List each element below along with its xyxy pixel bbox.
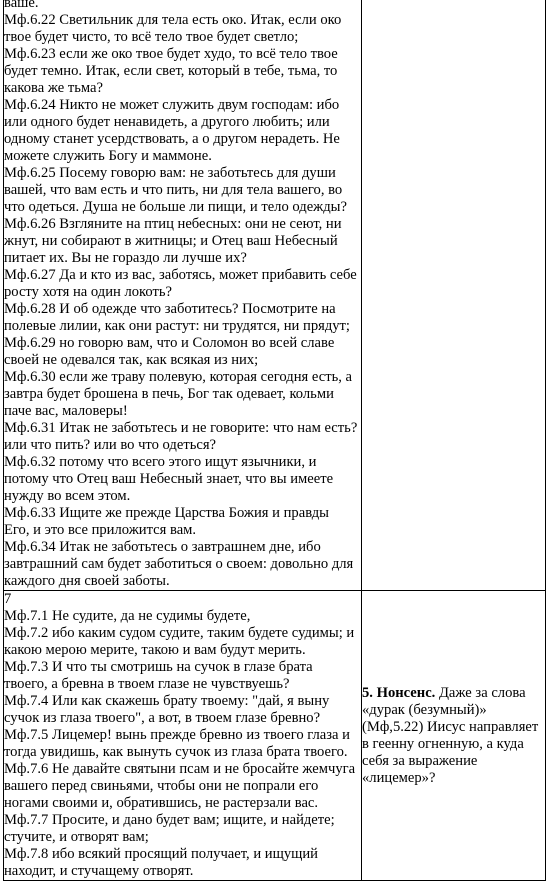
- notes-cell: [362, 591, 546, 881]
- text-line-23: Мф.6.30 если же траву полевую, которая сегодня есть, а: [4, 369, 352, 385]
- text-line-14: стучите, и отворят вам;: [4, 829, 149, 845]
- note-line-1: «дурак (безумный)»: [362, 701, 487, 718]
- note-text: [362, 685, 545, 702]
- text-line-7: сучок из глаза твоего", а вот, в твоем глазе бревно?: [4, 710, 321, 726]
- text-line-25: паче вас, маловеры!: [4, 403, 128, 419]
- text-line-10: Мф.7.6 Не давайте святыни псам и не бросайте жемчуга: [4, 761, 356, 777]
- text-line-9: тогда увидишь, как вынуть сучок из глаза брата твоего.: [4, 744, 348, 760]
- commentary-table: [3, 0, 546, 881]
- text-line-6: Мф.7.4 Или как скажешь брату твоему: "дай, я выну: [4, 693, 330, 709]
- text-line-8: или одного будет ненавидеть, а другого любить; или: [4, 114, 330, 130]
- text-line-6: какова же тьма?: [4, 80, 103, 96]
- text-line-33: Мф.6.34 Итак не заботьтесь о завтрашнем дне, ибо: [4, 539, 321, 555]
- text-line-15: Мф.7.8 ибо всякий просящий получает, и ищущий: [4, 846, 318, 862]
- text-line-20: полевые лилии, как они растут: ни трудятся, ни прядут;: [4, 318, 350, 334]
- text-line-16: питает их. Вы не гораздо ли лучше их?: [4, 250, 247, 266]
- note-heading: 5. Нонсенс.: [362, 684, 436, 701]
- note-body: [362, 702, 545, 787]
- note-line-5: «лицемер»?: [362, 769, 436, 786]
- text-line-3: какою мерою мерите, такою и вам будут мерить.: [4, 642, 306, 658]
- text-line-2: Мф.7.2 ибо каким судом судите, таким будете судимы; и: [4, 625, 355, 641]
- text-line-1: ваше.: [4, 0, 39, 11]
- table-row: [4, 591, 546, 881]
- text-line-2: Мф.6.22 Светильник для тела есть око. Итак, если око: [4, 12, 342, 28]
- note-line-3: в геенну огненную, а куда: [362, 735, 524, 752]
- text-line-34: завтрашний сам будет заботиться о своем: довольно для: [4, 556, 354, 572]
- text-line-12: вашей, что вам есть и что пить, ни для тела вашего, во: [4, 182, 343, 198]
- text-line-29: потому что Отец ваш Небесный знает, что вы имеете: [4, 471, 334, 487]
- text-line-13: что одеться. Душа не больше ли пищи, и тело одежды?: [4, 199, 347, 215]
- text-line-22: своей не одевался так, как всякая из них;: [4, 352, 259, 368]
- text-line-16: находит, и стучащему отворят.: [4, 863, 194, 879]
- text-line-10: можете служить Богу и маммоне.: [4, 148, 212, 164]
- scripture-cell-chapter-7: [4, 591, 362, 881]
- text-line-24: завтра будет брошена в печь, Бог так одевает, кольми: [4, 386, 334, 402]
- text-line-19: Мф.6.28 И об одежде что заботитесь? Посмотрите на: [4, 301, 336, 317]
- text-line-7: Мф.6.24 Никто не может служить двум господам: ибо: [4, 97, 340, 113]
- text-line-35: каждого дня своей заботы.: [4, 573, 170, 589]
- text-line-27: или что пить? или во что одеться?: [4, 437, 217, 453]
- chapter-7-verses: [4, 608, 361, 880]
- text-line-1: Мф.7.1 Не судите, да не судимы будете,: [4, 608, 251, 624]
- text-line-18: росту хотя на один локоть?: [4, 284, 173, 300]
- text-line-31: Мф.6.33 Ищите же прежде Царства Божия и правды: [4, 505, 329, 521]
- text-line-17: Мф.6.27 Да и кто из вас, заботясь, может прибавить себе: [4, 267, 357, 283]
- note-line-2: (Мф,5.22) Иисус направляет: [362, 718, 539, 735]
- text-line-11: вашего перед свиньями, чтобы они не попрали его: [4, 778, 319, 794]
- notes-cell-empty: [362, 0, 546, 591]
- note-line-1: Даже за слова: [435, 684, 526, 701]
- text-line-5: будет темно. Итак, если свет, который в тебе, тьма, то: [4, 63, 338, 79]
- chapter-number: 7: [4, 591, 12, 607]
- table-row: [4, 0, 546, 591]
- text-line-4: Мф.7.3 И что ты смотришь на сучок в глазе брата: [4, 659, 313, 675]
- text-line-32: Его, и это все приложится вам.: [4, 522, 197, 538]
- text-line-26: Мф.6.31 Итак не заботьтесь и не говорите: что нам есть?: [4, 420, 358, 436]
- text-line-12: ногами своими и, обратившись, не растерзали вас.: [4, 795, 319, 811]
- scripture-cell-chapter-6: [4, 0, 362, 591]
- note-line-4: себя за выражение: [362, 752, 478, 769]
- text-line-21: Мф.6.29 но говорю вам, что и Соломон во всей славе: [4, 335, 335, 351]
- text-line-9: одному станет усердствовать, а о другом нерадеть. Не: [4, 131, 340, 147]
- text-line-11: Мф.6.25 Посему говорю вам: не заботьтесь для души: [4, 165, 336, 181]
- text-line-8: Мф.7.5 Лицемер! вынь прежде бревно из твоего глаза и: [4, 727, 350, 743]
- text-line-13: Мф.7.7 Просите, и дано будет вам; ищите, и найдете;: [4, 812, 335, 828]
- text-line-14: Мф.6.26 Взгляните на птиц небесных: они не сеют, ни: [4, 216, 342, 232]
- text-line-3: твое будет чисто, то всё тело твое будет светло;: [4, 29, 299, 45]
- text-line-30: нужду во всем этом.: [4, 488, 131, 504]
- text-line-5: твоего, а бревна в твоем глазе не чувствуешь?: [4, 676, 290, 692]
- text-line-15: жнут, ни собирают в житницы; и Отец ваш Небесный: [4, 233, 338, 249]
- text-line-4: Мф.6.23 если же око твое будет худо, то всё тело твое: [4, 46, 338, 62]
- text-line-28: Мф.6.32 потому что всего этого ищут язычники, и: [4, 454, 317, 470]
